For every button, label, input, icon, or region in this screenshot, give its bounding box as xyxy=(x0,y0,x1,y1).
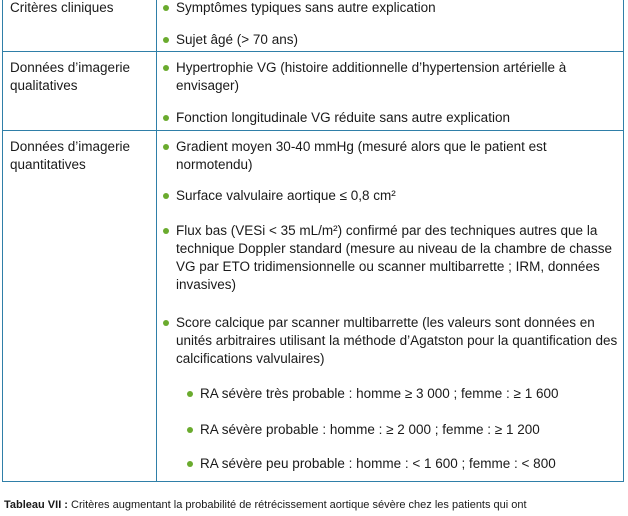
list-item xyxy=(163,109,618,127)
sub-list-item xyxy=(187,455,618,473)
list-item xyxy=(163,222,618,294)
criteria-table xyxy=(2,0,624,482)
item-text: Hypertrophie VG (histoire additionnelle d’hypertension artérielle à envisager) xyxy=(176,60,567,93)
list-item xyxy=(163,31,618,49)
bullet-icon xyxy=(163,65,169,71)
caption-label: Tableau VII : xyxy=(4,499,68,511)
item-text: RA sévère très probable : homme ≥ 3 000 ; femme : ≥ 1 600 xyxy=(200,386,559,401)
bullet-icon xyxy=(163,144,169,150)
item-text: RA sévère peu probable : homme : < 1 600 ; femme : < 800 xyxy=(200,456,556,471)
item-text: Sujet âgé (> 70 ans) xyxy=(176,32,298,47)
bullet-icon xyxy=(163,5,169,11)
bullet-icon xyxy=(187,391,193,397)
row-label: Données d’imagerie quantitatives xyxy=(10,139,131,172)
list-item xyxy=(163,59,618,95)
row-label: Critères cliniques xyxy=(10,0,114,15)
item-text: Flux bas (VESi < 35 mL/m²) confirmé par des techniques autres que la technique Doppler standard (mesure au niveau de la chambre de chasse VG par ETO tridimensionnelle ou scanner multibarrette ; IRM, données invasives) xyxy=(176,223,613,292)
list-item xyxy=(163,138,618,174)
caption-text: Critères augmentant la probabilité de rétrécissement aortique sévère chez les patients qui ont xyxy=(71,499,527,511)
list-item xyxy=(163,0,618,17)
table-row-clinical xyxy=(3,0,623,52)
item-text: RA sévère probable : homme : ≥ 2 000 ; femme : ≥ 1 200 xyxy=(200,422,540,437)
bullet-icon xyxy=(163,193,169,199)
table-row-quantitative xyxy=(3,130,623,481)
sub-list-item xyxy=(187,385,618,403)
bullet-icon xyxy=(163,37,169,43)
row-label: Données d’imagerie qualitatives xyxy=(10,60,131,93)
item-text: Gradient moyen 30-40 mmHg (mesuré alors que le patient est normotendu) xyxy=(176,139,547,172)
bullet-icon xyxy=(187,427,193,433)
bullet-icon xyxy=(163,115,169,121)
table-row-qualitative xyxy=(3,51,623,131)
bullet-icon xyxy=(187,461,193,467)
item-text: Fonction longitudinale VG réduite sans autre explication xyxy=(176,110,510,125)
item-text: Surface valvulaire aortique ≤ 0,8 cm² xyxy=(176,188,396,203)
list-item xyxy=(163,314,618,368)
list-item xyxy=(163,187,618,205)
item-text: Symptômes typiques sans autre explication xyxy=(176,0,436,15)
item-text: Score calcique par scanner multibarrette (les valeurs sont données en unités arbitraires utilisant la méthode d’Agatston pour la quantification des calcifications valvulaires) xyxy=(176,315,618,366)
bullet-icon xyxy=(163,320,169,326)
sub-list-item xyxy=(187,421,618,439)
table-caption xyxy=(4,498,624,512)
bullet-icon xyxy=(163,228,169,234)
